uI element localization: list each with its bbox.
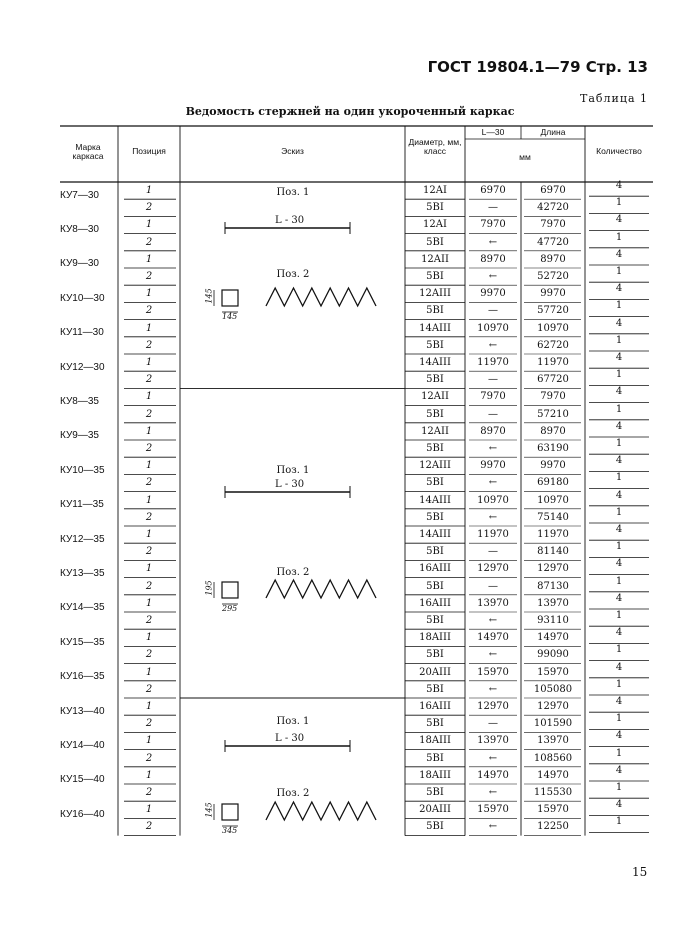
table-title: Ведомость стержней на один укороченный каркас [185, 105, 515, 118]
row-length: 8970 [540, 425, 566, 437]
col-header-quantity: Количество [596, 146, 642, 156]
row-quantity: 1 [615, 403, 623, 415]
row-position: 1 [145, 391, 153, 403]
col-header-mark: Марка каркаса [72, 142, 104, 161]
row-diameter: 5BI [426, 339, 444, 351]
row-l30: ← [488, 477, 498, 489]
sketch-section-square [222, 290, 238, 306]
row-quantity: 1 [615, 678, 623, 690]
row-position: 2 [145, 477, 153, 489]
row-diameter: 5BI [426, 236, 444, 248]
row-position: 2 [145, 683, 153, 695]
row-length: 47720 [537, 236, 569, 248]
row-quantity: 1 [615, 506, 623, 518]
row-quantity: 1 [615, 438, 623, 449]
row-quantity: 4 [615, 489, 623, 501]
row-quantity: 4 [615, 524, 623, 535]
row-l30: ← [488, 271, 498, 282]
sketch-dim-width: 295 [222, 604, 238, 613]
row-diameter: 5BI [426, 580, 444, 592]
row-quantity: 1 [615, 610, 623, 621]
row-position: 2 [145, 408, 153, 420]
row-position: 2 [145, 339, 153, 351]
row-position: 2 [145, 202, 153, 214]
page-number: 15 [632, 865, 648, 879]
row-l30: 11970 [477, 357, 509, 368]
row-position: 1 [145, 769, 153, 781]
row-length: 13970 [537, 597, 569, 609]
row-position: 2 [145, 752, 153, 764]
sketch-pos1-label: Поз. 1 [276, 716, 310, 727]
row-quantity: 1 [615, 197, 623, 209]
row-length: 57720 [537, 305, 569, 317]
row-l30: ← [488, 821, 498, 833]
row-position: 1 [145, 322, 153, 334]
sketch-pos2-label: Поз. 2 [276, 567, 310, 578]
frame-mark: КУ8—35 [60, 396, 99, 407]
row-length: 7970 [540, 219, 566, 231]
row-quantity: 4 [615, 180, 623, 191]
row-length: 42720 [537, 202, 569, 214]
row-diameter: 16AIII [419, 597, 451, 609]
row-l30: 8970 [480, 425, 506, 437]
row-length: 57210 [537, 408, 569, 420]
row-quantity: 1 [615, 334, 623, 346]
frame-mark: КУ12—30 [60, 361, 105, 373]
frame-mark: КУ7—30 [60, 189, 99, 201]
row-l30: — [488, 546, 498, 558]
row-position: 1 [145, 597, 153, 609]
row-length: 93110 [537, 615, 569, 626]
row-diameter: 12AIII [419, 288, 451, 300]
row-length: 115530 [533, 787, 573, 798]
row-l30: 13970 [477, 597, 509, 609]
row-quantity: 1 [615, 541, 623, 553]
row-diameter: 20AIII [419, 666, 451, 678]
row-diameter: 5BI [426, 546, 444, 558]
row-position: 1 [145, 425, 153, 437]
row-quantity: 4 [615, 558, 623, 570]
row-length: 7970 [540, 391, 566, 403]
row-position: 2 [145, 511, 153, 523]
row-diameter: 5BI [426, 615, 444, 626]
row-quantity: 4 [615, 386, 623, 398]
row-position: 2 [145, 649, 153, 661]
col-header-length: Длина [540, 127, 566, 137]
row-l30: 12970 [477, 563, 509, 575]
row-position: 2 [145, 374, 153, 386]
gost-header: ГОСТ 19804.1—79 Стр. 13 [427, 58, 648, 76]
row-diameter: 5BI [426, 374, 444, 386]
row-length: 69180 [537, 477, 569, 489]
row-diameter: 20AIII [419, 804, 451, 816]
row-diameter: 14AIII [419, 357, 451, 368]
row-l30: ← [488, 236, 498, 248]
row-l30: 7970 [480, 219, 506, 231]
row-position: 2 [145, 718, 153, 730]
row-position: 2 [145, 615, 153, 626]
row-position: 1 [145, 529, 153, 540]
row-position: 1 [145, 460, 153, 472]
sketch-section-square [222, 804, 238, 820]
row-l30: 9970 [480, 460, 506, 472]
row-length: 52720 [537, 271, 569, 282]
row-diameter: 5BI [426, 649, 444, 661]
row-l30: ← [488, 615, 498, 626]
row-diameter: 18AIII [419, 632, 451, 644]
row-length: 108560 [533, 752, 573, 764]
row-quantity: 1 [615, 369, 623, 381]
sketch-spiral-zigzag [266, 580, 376, 598]
row-position: 1 [145, 185, 153, 196]
row-position: 1 [145, 804, 153, 816]
row-quantity: 4 [615, 317, 623, 329]
row-position: 2 [145, 305, 153, 317]
row-length: 11970 [537, 357, 569, 368]
sketch-dim-width: 345 [222, 826, 238, 835]
row-diameter: 12AII [421, 391, 449, 403]
row-diameter: 5BI [426, 683, 444, 695]
row-length: 75140 [537, 511, 569, 523]
row-length: 13970 [537, 735, 569, 747]
sketch-spiral-zigzag [266, 802, 376, 820]
frame-mark: КУ10—30 [60, 292, 105, 304]
row-length: 15970 [537, 666, 569, 678]
row-quantity: 4 [615, 696, 623, 707]
row-l30: — [488, 408, 498, 420]
frame-mark: КУ9—30 [60, 258, 99, 270]
row-diameter: 12AIII [419, 460, 451, 472]
row-l30: 14970 [477, 769, 509, 781]
row-quantity: 4 [615, 627, 623, 639]
row-quantity: 1 [615, 266, 623, 277]
row-l30: — [488, 374, 498, 386]
row-length: 12970 [537, 563, 569, 575]
row-l30: 9970 [480, 288, 506, 300]
row-l30: ← [488, 443, 498, 454]
frame-mark: КУ8—30 [60, 224, 99, 235]
row-position: 1 [145, 219, 153, 231]
col-header-diameter: Диаметр, мм, класс [408, 137, 462, 156]
row-length: 15970 [537, 804, 569, 816]
row-quantity: 1 [615, 472, 623, 484]
row-position: 2 [145, 546, 153, 558]
col-header-position: Позиция [132, 146, 166, 156]
sketch-pos1-label: Поз. 1 [276, 465, 310, 476]
row-position: 2 [145, 271, 153, 282]
row-length: 10970 [537, 494, 569, 506]
row-diameter: 5BI [426, 752, 444, 764]
row-diameter: 12AI [423, 219, 447, 231]
row-quantity: 1 [615, 713, 623, 725]
row-diameter: 14AIII [419, 322, 451, 334]
row-position: 1 [145, 632, 153, 644]
row-position: 1 [145, 494, 153, 506]
frame-mark: КУ16—35 [60, 671, 105, 683]
row-l30: 8970 [480, 253, 506, 265]
row-diameter: 5BI [426, 271, 444, 282]
row-position: 1 [145, 288, 153, 300]
row-l30: 7970 [480, 391, 506, 403]
sketch-bar-label: L - 30 [275, 733, 305, 744]
table-caption: Таблица 1 [580, 92, 648, 105]
row-quantity: 1 [615, 575, 623, 587]
row-l30: 10970 [477, 494, 509, 506]
row-diameter: 5BI [426, 305, 444, 317]
row-length: 10970 [537, 322, 569, 334]
row-quantity: 4 [615, 764, 623, 776]
row-length: 12250 [537, 821, 569, 833]
row-l30: 12970 [477, 701, 509, 712]
row-quantity: 4 [615, 455, 623, 467]
col-header-sketch: Эскиз [281, 146, 304, 156]
row-l30: ← [488, 339, 498, 351]
row-length: 11970 [537, 529, 569, 540]
row-diameter: 5BI [426, 821, 444, 833]
row-l30: 10970 [477, 322, 509, 334]
sketch-dim-height: 195 [204, 580, 214, 596]
row-l30: — [488, 305, 498, 317]
row-length: 63190 [537, 443, 569, 454]
row-diameter: 5BI [426, 718, 444, 730]
row-position: 2 [145, 821, 153, 833]
frame-mark: КУ16—40 [60, 808, 105, 820]
row-quantity: 4 [615, 592, 623, 604]
row-quantity: 1 [615, 300, 623, 312]
row-length: 9970 [540, 460, 566, 472]
frame-mark: КУ9—35 [60, 430, 99, 442]
sketch-dim-height: 145 [204, 802, 214, 818]
row-position: 1 [145, 357, 153, 368]
row-diameter: 5BI [426, 787, 444, 798]
row-quantity: 1 [615, 747, 623, 759]
row-l30: ← [488, 511, 498, 523]
row-l30: 15970 [477, 666, 509, 678]
row-l30: — [488, 718, 498, 730]
row-diameter: 5BI [426, 477, 444, 489]
frame-mark: КУ15—35 [60, 636, 105, 648]
row-l30: 14970 [477, 632, 509, 644]
row-position: 1 [145, 701, 153, 712]
row-quantity: 1 [615, 782, 623, 793]
row-quantity: 4 [615, 661, 623, 673]
row-length: 62720 [537, 339, 569, 351]
row-diameter: 5BI [426, 408, 444, 420]
row-quantity: 4 [615, 799, 623, 811]
row-l30: 13970 [477, 735, 509, 747]
row-diameter: 14AIII [419, 529, 451, 540]
sketch-section-square [222, 582, 238, 598]
frame-mark: КУ11—35 [60, 499, 104, 511]
sketch-dim-height: 145 [204, 288, 214, 304]
row-quantity: 4 [615, 248, 623, 260]
row-position: 1 [145, 666, 153, 678]
row-length: 101590 [533, 718, 573, 730]
row-diameter: 12AI [423, 185, 447, 196]
row-diameter: 14AIII [419, 494, 451, 506]
row-l30: — [488, 580, 498, 592]
sketch-bar-label: L - 30 [275, 215, 305, 226]
row-length: 67720 [537, 374, 569, 386]
row-diameter: 18AIII [419, 735, 451, 747]
row-length: 105080 [533, 683, 573, 695]
row-quantity: 4 [615, 352, 623, 363]
row-quantity: 4 [615, 420, 623, 432]
frame-mark: КУ14—35 [60, 602, 105, 614]
frame-mark: КУ11—30 [60, 327, 104, 339]
row-l30: ← [488, 787, 498, 798]
row-l30: ← [488, 752, 498, 764]
row-length: 87130 [537, 580, 569, 592]
row-length: 99090 [537, 649, 569, 661]
sketch-spiral-zigzag [266, 288, 376, 306]
row-position: 1 [145, 253, 153, 265]
frame-mark: КУ13—35 [60, 568, 105, 579]
row-length: 8970 [540, 253, 566, 265]
col-header-l30: L—30 [481, 127, 505, 137]
row-position: 1 [145, 735, 153, 747]
frame-mark: КУ14—40 [60, 740, 105, 751]
sketch-pos2-label: Поз. 2 [276, 269, 310, 280]
sketch-dim-width: 145 [222, 312, 238, 321]
row-length: 14970 [537, 769, 569, 781]
row-quantity: 1 [615, 816, 623, 828]
row-diameter: 12AII [421, 425, 449, 437]
row-diameter: 12AII [421, 253, 449, 265]
col-header-mm: мм [519, 152, 531, 162]
row-diameter: 16AIII [419, 701, 451, 712]
row-l30: 15970 [477, 804, 509, 816]
row-l30: 11970 [477, 529, 509, 540]
frame-mark: КУ10—35 [60, 464, 105, 476]
row-quantity: 4 [615, 283, 623, 295]
row-length: 9970 [540, 288, 566, 300]
frame-mark: КУ13—40 [60, 705, 105, 717]
row-position: 2 [145, 236, 153, 248]
frame-mark: КУ12—35 [60, 533, 105, 545]
row-diameter: 5BI [426, 443, 444, 454]
row-position: 2 [145, 787, 153, 798]
row-l30: ← [488, 649, 498, 661]
frame-mark: КУ15—40 [60, 774, 105, 786]
row-position: 1 [145, 563, 153, 575]
row-quantity: 4 [615, 214, 623, 226]
row-length: 81140 [537, 546, 569, 558]
row-length: 14970 [537, 632, 569, 644]
row-quantity: 1 [615, 644, 623, 656]
row-diameter: 18AIII [419, 769, 451, 781]
row-l30: ← [488, 683, 498, 695]
row-l30: — [488, 202, 498, 214]
row-length: 6970 [540, 185, 566, 196]
row-diameter: 5BI [426, 511, 444, 523]
row-l30: 6970 [480, 185, 506, 196]
row-quantity: 1 [615, 231, 623, 243]
row-length: 12970 [537, 701, 569, 712]
sketch-pos2-label: Поз. 2 [276, 788, 310, 799]
row-quantity: 4 [615, 730, 623, 742]
row-position: 2 [145, 580, 153, 592]
row-diameter: 5BI [426, 202, 444, 214]
sketch-pos1-label: Поз. 1 [276, 187, 310, 198]
row-position: 2 [145, 443, 153, 454]
sketch-bar-label: L - 30 [275, 479, 305, 490]
row-diameter: 16AIII [419, 563, 451, 575]
